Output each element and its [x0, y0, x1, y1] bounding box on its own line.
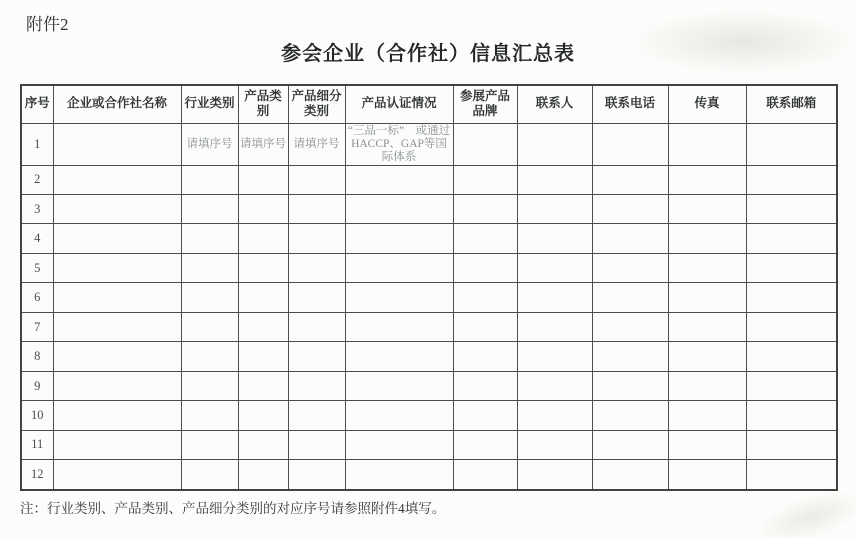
empty-cell	[746, 371, 837, 400]
empty-cell	[453, 430, 517, 459]
empty-cell	[181, 253, 238, 282]
empty-cell	[53, 371, 181, 400]
empty-cell	[746, 194, 837, 223]
empty-cell	[453, 224, 517, 253]
empty-cell	[592, 371, 668, 400]
empty-cell	[517, 253, 592, 282]
empty-cell	[181, 312, 238, 341]
empty-cell	[288, 371, 345, 400]
empty-cell	[668, 165, 746, 194]
col-header-product-subdivision: 产品细分类别	[288, 85, 345, 123]
col-header-certification: 产品认证情况	[345, 85, 453, 123]
empty-cell	[181, 194, 238, 223]
empty-cell	[53, 253, 181, 282]
empty-cell	[181, 401, 238, 430]
header-row	[21, 85, 837, 123]
table-row	[21, 342, 837, 371]
table-row	[21, 312, 837, 341]
empty-cell	[453, 165, 517, 194]
empty-cell	[181, 165, 238, 194]
empty-cell	[345, 194, 453, 223]
col-header-exhibit-brand: 参展产品品牌	[453, 85, 517, 123]
empty-cell	[345, 283, 453, 312]
empty-cell	[746, 312, 837, 341]
empty-cell	[592, 401, 668, 430]
empty-cell	[746, 165, 837, 194]
empty-cell	[746, 253, 837, 282]
empty-cell	[53, 401, 181, 430]
empty-cell	[453, 401, 517, 430]
certification-hint-cell: “三品一标” 或通过HACCP、GAP等国际体系	[345, 123, 453, 165]
empty-cell	[53, 430, 181, 459]
table-row	[21, 253, 837, 282]
empty-cell	[592, 460, 668, 490]
empty-cell	[238, 342, 288, 371]
empty-cell	[288, 460, 345, 490]
info-summary-table	[20, 84, 838, 491]
empty-cell	[668, 224, 746, 253]
empty-cell	[746, 401, 837, 430]
empty-cell	[288, 342, 345, 371]
contact-cell	[517, 123, 592, 165]
brand-cell	[453, 123, 517, 165]
empty-cell	[345, 165, 453, 194]
table-row	[21, 165, 837, 194]
empty-cell	[181, 460, 238, 490]
empty-cell	[181, 224, 238, 253]
industry-hint-cell: 请填序号	[181, 123, 238, 165]
empty-cell	[238, 194, 288, 223]
fax-cell	[668, 123, 746, 165]
row-number-cell: 8	[21, 342, 53, 371]
empty-cell	[592, 283, 668, 312]
empty-cell	[345, 253, 453, 282]
row-number-cell: 2	[21, 165, 53, 194]
table-row	[21, 460, 837, 490]
empty-cell	[238, 283, 288, 312]
empty-cell	[238, 460, 288, 490]
empty-cell	[453, 312, 517, 341]
empty-cell	[592, 253, 668, 282]
col-header-product-category: 产品类别	[238, 85, 288, 123]
empty-cell	[288, 312, 345, 341]
empty-cell	[453, 371, 517, 400]
empty-cell	[53, 165, 181, 194]
phone-cell	[592, 123, 668, 165]
empty-cell	[453, 283, 517, 312]
empty-cell	[238, 224, 288, 253]
empty-cell	[238, 165, 288, 194]
email-cell	[746, 123, 837, 165]
empty-cell	[668, 253, 746, 282]
empty-cell	[53, 224, 181, 253]
subdivision-hint-cell: 请填序号	[288, 123, 345, 165]
empty-cell	[592, 312, 668, 341]
empty-cell	[238, 312, 288, 341]
table-row	[21, 224, 837, 253]
row-number-cell: 3	[21, 194, 53, 223]
empty-cell	[668, 460, 746, 490]
empty-cell	[238, 371, 288, 400]
col-header-industry-category: 行业类别	[181, 85, 238, 123]
row-number-cell: 11	[21, 430, 53, 459]
col-header-contact-person: 联系人	[517, 85, 592, 123]
row-number-cell: 9	[21, 371, 53, 400]
product-hint-cell: 请填序号	[238, 123, 288, 165]
col-header-email: 联系邮箱	[746, 85, 837, 123]
empty-cell	[288, 283, 345, 312]
empty-cell	[288, 430, 345, 459]
company-name-cell	[53, 123, 181, 165]
empty-cell	[517, 371, 592, 400]
form-title: 参会企业（合作社）信息汇总表	[281, 43, 575, 65]
row-number-cell: 12	[21, 460, 53, 490]
empty-cell	[592, 430, 668, 459]
empty-cell	[517, 224, 592, 253]
empty-cell	[453, 342, 517, 371]
table-body	[21, 123, 837, 490]
table-row	[21, 194, 837, 223]
empty-cell	[746, 342, 837, 371]
empty-cell	[53, 194, 181, 223]
empty-cell	[53, 312, 181, 341]
table-row	[21, 401, 837, 430]
empty-cell	[517, 194, 592, 223]
empty-cell	[517, 460, 592, 490]
empty-cell	[238, 253, 288, 282]
empty-cell	[181, 430, 238, 459]
empty-cell	[345, 312, 453, 341]
empty-cell	[345, 342, 453, 371]
empty-cell	[592, 342, 668, 371]
empty-cell	[746, 224, 837, 253]
empty-cell	[288, 253, 345, 282]
empty-cell	[517, 165, 592, 194]
row-number-cell: 1	[21, 123, 53, 165]
col-header-contact-phone: 联系电话	[592, 85, 668, 123]
empty-cell	[288, 401, 345, 430]
empty-cell	[668, 312, 746, 341]
empty-cell	[453, 253, 517, 282]
empty-cell	[592, 224, 668, 253]
empty-cell	[181, 283, 238, 312]
empty-cell	[746, 283, 837, 312]
empty-cell	[668, 371, 746, 400]
table-row	[21, 283, 837, 312]
col-header-company-name: 企业或合作社名称	[53, 85, 181, 123]
empty-cell	[668, 342, 746, 371]
empty-cell	[668, 401, 746, 430]
row-number-cell: 5	[21, 253, 53, 282]
empty-cell	[345, 371, 453, 400]
table-row	[21, 371, 837, 400]
row-number-cell: 10	[21, 401, 53, 430]
empty-cell	[181, 342, 238, 371]
empty-cell	[517, 342, 592, 371]
col-header-fax: 传真	[668, 85, 746, 123]
empty-cell	[345, 224, 453, 253]
empty-cell	[238, 430, 288, 459]
empty-cell	[53, 342, 181, 371]
empty-cell	[53, 283, 181, 312]
empty-cell	[746, 430, 837, 459]
empty-cell	[592, 194, 668, 223]
footnote: 注：行业类别、产品类别、产品细分类别的对应序号请参照附件4填写。	[20, 501, 446, 516]
empty-cell	[517, 312, 592, 341]
empty-cell	[53, 460, 181, 490]
empty-cell	[453, 194, 517, 223]
empty-cell	[517, 283, 592, 312]
empty-cell	[288, 165, 345, 194]
empty-cell	[668, 430, 746, 459]
attachment-label: 附件2	[26, 15, 69, 34]
empty-cell	[746, 460, 837, 490]
empty-cell	[668, 283, 746, 312]
empty-cell	[592, 165, 668, 194]
col-header-seq: 序号	[21, 85, 53, 123]
empty-cell	[345, 401, 453, 430]
row-number-cell: 7	[21, 312, 53, 341]
table-row	[21, 430, 837, 459]
empty-cell	[517, 401, 592, 430]
table-row-1	[21, 123, 837, 165]
empty-cell	[345, 460, 453, 490]
empty-cell	[668, 194, 746, 223]
empty-cell	[453, 460, 517, 490]
row-number-cell: 4	[21, 224, 53, 253]
empty-cell	[238, 401, 288, 430]
empty-cell	[288, 224, 345, 253]
empty-cell	[345, 430, 453, 459]
empty-cell	[181, 371, 238, 400]
row-number-cell: 6	[21, 283, 53, 312]
empty-cell	[288, 194, 345, 223]
empty-cell	[517, 430, 592, 459]
